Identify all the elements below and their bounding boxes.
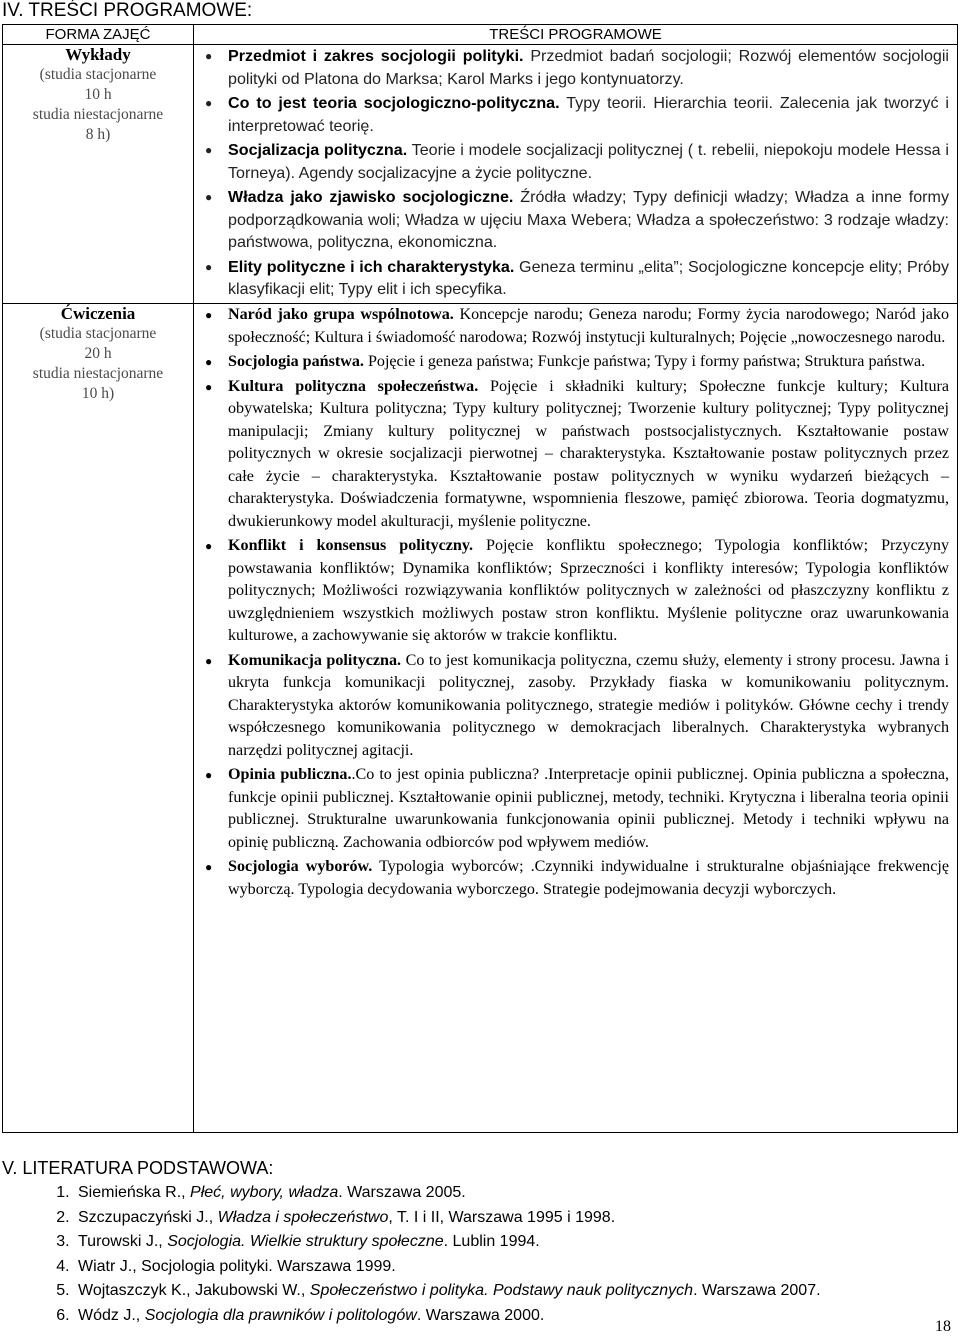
- forma-line: (studia stacjonarne: [39, 66, 157, 83]
- topic-title: Elity polityczne i ich charakterystyka.: [228, 257, 515, 276]
- reference-title: Socjologia dla prawników i politologów: [144, 1306, 417, 1324]
- topic-title: Komunikacja polityczna.: [228, 651, 402, 669]
- forma-line: 10 h): [81, 385, 115, 402]
- forma-line: studia niestacjonarne: [32, 365, 164, 382]
- bullet-icon: ●: [205, 96, 213, 110]
- forma-wyklady-cell: [3, 45, 194, 304]
- topic-item: [194, 45, 949, 90]
- topic-title: Konflikt i konsensus polityczny.: [228, 537, 474, 554]
- topic-title: Socjalizacja polityczna.: [228, 141, 408, 159]
- bullet-icon: ●: [205, 143, 213, 157]
- reference-rest: . Warszawa 2005.: [338, 1184, 466, 1201]
- forma-title: Ćwiczenia: [60, 304, 136, 323]
- forma-line: 20 h: [84, 345, 112, 362]
- tresci-cwiczenia-cell: [194, 304, 958, 1133]
- topic-text: .Co to jest opinia publiczna? .Interpretacje opinii publicznej. Opinia publiczna a społeczna, funkcje opinii publicznej. Kształtowanie opinii publicznej, metody, techniki. Krytyczna i liberalna teoria opinii publicznej. Strukturalne uwarunkowania funkcjonowania opinii publicznej. Metody i techniki wpływu na opinię publiczną. Zachowania odbiorców pod wpływem mediów.: [228, 766, 949, 851]
- bullet-icon: ●: [205, 49, 213, 63]
- topic-text: Pojęcie i składniki kultury; Społeczne funkcje kultury; Kultura obywatelska; Kultura polityczna; Typy kultury politycznej; Tworzenie kultury politycznej; Typy politycznej manipulacji; Zmiany kultury politycznej w państwach postsocjalistycznych. Kształtowanie postaw politycznych w okresie socjalizacji pierwotnej – charakterystyka. Kształtowanie postaw politycznych przez całe życie – charakterystyka. Kształtowanie postaw politycznych w wyniku wydarzeń bieżących – charakterystyka. Doświadczenia formatywne, wspomnienia fleszowe, pamięć zbiorowa. Teoria dogmatyzmu, dwukierunkowy model akulturacji, myślenie polityczne.: [228, 377, 949, 530]
- topic-text: Geneza terminu „elita”; Socjologiczne koncepcje elity; Próby klasyfikacji elit; Typy elit i ich specyfika.: [228, 257, 950, 298]
- reference-author: Szczupaczyński J.,: [78, 1208, 218, 1226]
- forma-line: (studia stacjonarne: [39, 325, 157, 342]
- topic-title: Władza jako zjawisko socjologiczne.: [228, 188, 514, 206]
- topic-item: [194, 351, 949, 374]
- reference-item: [74, 1206, 821, 1231]
- page-number: 18: [935, 1318, 951, 1335]
- reference-author: Siemieńska R.,: [78, 1184, 191, 1201]
- reference-rest: . Warszawa 2007.: [693, 1282, 821, 1300]
- bullet-icon: ●: [205, 539, 213, 553]
- topic-title: Co to jest teoria socjologiczno-polityczna.: [228, 94, 560, 112]
- col-header-forma: FORMA ZAJĘĆ: [3, 25, 194, 45]
- topic-text: Źródła władzy; Typy definicji władzy; Władza a inne formy podporządkowania woli; Władza w ujęciu Maxa Webera; Władza a społeczeństwo: 3 rodzaje władzy: państwowa, polityczna, ekonomiczna.: [228, 188, 949, 251]
- topic-text: Teorie i modele socjalizacji politycznej ( t. rebelii, niepokoju modele Hessa i Torneya). Agendy socjalizacyjne a życie polityczne.: [228, 141, 949, 182]
- reference-author: Wojtaszczyk K., Jakubowski W.,: [78, 1282, 310, 1300]
- topic-title: Przedmiot i zakres socjologii polityki.: [228, 47, 524, 65]
- col-header-tresci: TREŚCI PROGRAMOWE: [194, 25, 958, 45]
- forma-line: 10 h: [84, 86, 112, 103]
- reference-list: [44, 1181, 821, 1329]
- reference-author: Wiatr J.,: [78, 1257, 142, 1275]
- bullet-icon: ●: [205, 768, 213, 782]
- forma-cwiczenia-cell: [3, 304, 194, 1133]
- bullet-icon: ●: [205, 653, 213, 668]
- topic-item: [194, 764, 949, 854]
- reference-rest: , T. I i II, Warszawa 1995 i 1998.: [388, 1208, 616, 1226]
- table-row-wyklady: [3, 45, 958, 304]
- topic-title: Socjologia wyborów.: [228, 858, 373, 875]
- topic-item: [194, 650, 949, 763]
- topic-item: [194, 186, 949, 254]
- topic-title: Kultura polityczna społeczeństwa.: [228, 377, 479, 395]
- bullet-icon: ●: [205, 308, 213, 322]
- reference-rest: . Warszawa 2000.: [416, 1306, 545, 1324]
- reference-rest: Socjologia polityki. Warszawa 1999.: [141, 1257, 396, 1275]
- topic-text: Co to jest komunikacja polityczna, czemu służy, elementy i strony procesu. Jawna i ukryta funkcja komunikacji politycznej, zasoby. Przykłady fiaska w komunikowaniu politycznym. Charakterystyka aktorów komunikowania politycznego, strategie mediów i polityków. Główne cechy i trendy współczesnego komunikowania politycznego w demokracjach liberalnych. Charakterystyka wybranych narzędzi politycznej agitacji.: [228, 651, 949, 759]
- topic-item: [194, 535, 949, 648]
- section-v-heading: V. LITERATURA PODSTAWOWA:: [2, 1158, 274, 1178]
- topic-text: Typologia wyborców; .Czynniki indywidualne i strukturalne objaśniające frekwencję wyborczą. Typologia decydowania wyborczego. Strategie podejmowania decyzji wyborczych.: [228, 858, 949, 898]
- topic-text: Pojęcie i geneza państwa; Funkcje państwa; Typy i formy państwa; Struktura państwa.: [363, 353, 926, 370]
- bullet-icon: ●: [205, 190, 213, 204]
- reference-title: Władza i społeczeństwo: [217, 1208, 389, 1226]
- bullet-icon: ●: [205, 355, 213, 369]
- bullet-icon: ●: [205, 860, 213, 874]
- topic-text: Pojęcie konfliktu społecznego; Typologia konfliktów; Przyczyny powstawania konfliktów; Dynamika konfliktów; Sprzeczności i konflikty interesów; Typologia konfliktów politycznych; Możliwości rozwiązywania konfliktów politycznych w zależności od płaszczyzny konfliktu z uwzględnieniem wszystkich możliwych postaw stron konfliktu. Myślenie polityczne oraz uwarunkowania kulturowe, a zachowywanie się aktorów w trakcie konfliktu.: [228, 537, 949, 644]
- table-header-row: [3, 25, 958, 45]
- topic-item: [194, 376, 949, 534]
- reference-author: Wódz J.,: [78, 1306, 145, 1324]
- forma-line: studia niestacjonarne: [32, 106, 164, 123]
- reference-item: [74, 1279, 821, 1304]
- topic-item: [194, 92, 949, 137]
- reference-item: [74, 1255, 821, 1280]
- topic-text: Typy teorii. Hierarchia teorii. Zalecenia jak tworzyć i interpretować teorię.: [228, 94, 949, 135]
- topic-item: [194, 856, 949, 901]
- bullet-icon: ●: [205, 379, 213, 394]
- forma-title: Wykłady: [65, 45, 131, 64]
- topic-title: Naród jako grupa wspólnotowa.: [228, 306, 454, 323]
- topic-item: [194, 304, 949, 349]
- reference-title: Płeć, wybory, władza: [190, 1184, 339, 1201]
- forma-line: 8 h): [85, 126, 111, 143]
- topic-text: Przedmiot badań socjologii; Rozwój elementów socjologii polityki od Platona do Marksa; Karol Marks i jego kontynuatorzy.: [228, 47, 949, 88]
- program-table: [2, 24, 958, 1133]
- bullet-icon: ●: [205, 259, 213, 274]
- table-row-cwiczenia: [3, 304, 958, 1133]
- reference-item: [74, 1230, 821, 1255]
- topic-title: Opinia publiczna.: [228, 766, 352, 783]
- topic-list-cwiczenia: [194, 304, 957, 901]
- topic-item: [194, 256, 949, 301]
- topic-title: Socjologia państwa.: [228, 353, 364, 370]
- reference-rest: . Lublin 1994.: [443, 1233, 540, 1251]
- topic-item: [194, 139, 949, 184]
- topic-text: Koncepcje narodu; Geneza narodu; Formy życia narodowego; Naród jako społeczność; Kultura i świadomość narodowa; Rozwój instytucji kulturalnych; Pojęcie „nowoczesnego narodu.: [228, 306, 950, 346]
- tresci-wyklady-cell: [194, 45, 958, 304]
- reference-item: [74, 1181, 821, 1206]
- reference-title: Socjologia. Wielkie struktury społeczne: [167, 1233, 444, 1251]
- topic-list-wyklady: [194, 45, 957, 301]
- reference-item: [74, 1304, 821, 1329]
- reference-title: Społeczeństwo i polityka. Podstawy nauk politycznych: [309, 1282, 694, 1300]
- section-iv-heading: IV. TREŚCI PROGRAMOWE:: [2, 0, 253, 21]
- reference-author: Turowski J.,: [78, 1233, 168, 1251]
